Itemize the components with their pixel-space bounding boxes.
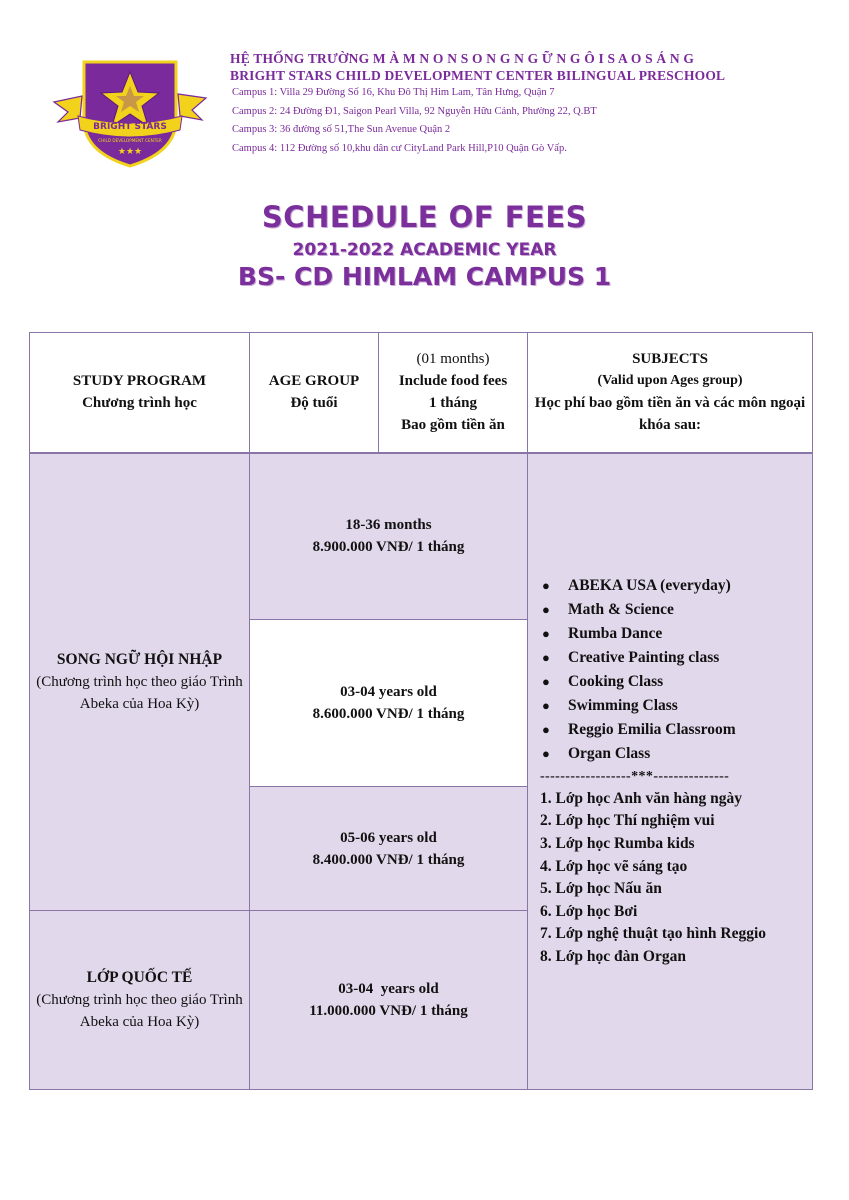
logo-text: BRIGHT STARS bbox=[93, 122, 167, 132]
list-item: ● ABEKA USA (everyday) bbox=[542, 576, 731, 594]
list-item: ● Math & Science bbox=[542, 600, 674, 618]
separator: ------------------***--------------- bbox=[540, 768, 730, 784]
list-item: 1. Lớp học Anh văn hàng ngày bbox=[540, 789, 742, 807]
table-header-row bbox=[30, 333, 813, 453]
list-item: 4. Lớp học vẽ sáng tạo bbox=[540, 857, 688, 875]
list-item: ● Rumba Dance bbox=[542, 624, 663, 642]
table-row bbox=[30, 453, 813, 620]
list-item: ● Creative Painting class bbox=[542, 648, 720, 666]
fee-cell: 18-36 months 8.900.000 VNĐ/ 1 tháng bbox=[250, 453, 528, 620]
fee-cell: 03-04 years old 11.000.000 VNĐ/ 1 tháng bbox=[250, 911, 528, 1090]
list-item: 3. Lớp học Rumba kids bbox=[540, 835, 695, 853]
subjects-cell bbox=[528, 453, 813, 1090]
campus-address: Campus 4: 112 Đường số 10,khu dân cư CityLand Park Hill,P10 Quận Gò Vấp. bbox=[232, 142, 567, 154]
program-cell-international: LỚP QUỐC TẾ (Chương trình học theo giáo Trình Abeka của Hoa Kỳ) bbox=[30, 911, 250, 1090]
school-header bbox=[230, 50, 830, 158]
program-cell-bilingual: SONG NGỮ HỘI NHẬP (Chương trình học theo giáo Trình Abeka của Hoa Kỳ) bbox=[30, 453, 250, 911]
header-age-group: AGE GROUP Độ tuổi bbox=[250, 333, 379, 453]
list-item: ● Swimming Class bbox=[542, 696, 678, 714]
list-item: ● Cooking Class bbox=[542, 672, 664, 690]
academic-year: 2021-2022 ACADEMIC YEAR bbox=[292, 240, 557, 260]
fee-cell: 05-06 years old 8.400.000 VNĐ/ 1 tháng bbox=[250, 787, 528, 911]
fee-table bbox=[29, 332, 813, 1090]
header-subjects: SUBJECTS (Valid upon Ages group) Học phí bao gồm tiền ăn và các môn ngoại khóa sau: bbox=[528, 333, 813, 453]
header-monthly-fee: (01 months) Include food fees 1 tháng Bao gồm tiền ăn bbox=[379, 333, 528, 453]
fee-cell: 03-04 years old 8.600.000 VNĐ/ 1 tháng bbox=[250, 620, 528, 787]
list-item: 8. Lớp học đàn Organ bbox=[540, 948, 686, 966]
list-item: 2. Lớp học Thí nghiệm vui bbox=[540, 812, 715, 830]
campus-address: Campus 3: 36 đường số 51,The Sun Avenue Quận 2 bbox=[232, 124, 451, 135]
school-logo bbox=[52, 56, 208, 168]
campus-title: BS- CD HIMLAM CAMPUS 1 bbox=[237, 262, 612, 291]
list-item: ● Reggio Emilia Classroom bbox=[542, 720, 736, 738]
list-item: 7. Lớp nghệ thuật tạo hình Reggio bbox=[540, 925, 767, 943]
header-study-program: STUDY PROGRAM Chương trình học bbox=[30, 333, 250, 453]
list-item: 5. Lớp học Nấu ăn bbox=[540, 880, 662, 898]
campus-address: Campus 1: Villa 29 Đường Số 16, Khu Đô Thị Him Lam, Tân Hưng, Quận 7 bbox=[232, 87, 555, 98]
page-title: SCHEDULE OF FEES bbox=[261, 200, 588, 234]
school-name-en: BRIGHT STARS CHILD DEVELOPMENT CENTER BILINGUAL PRESCHOOL bbox=[230, 68, 726, 83]
campus-address: Campus 2: 24 Đường Đ1, Saigon Pearl Villa, 92 Nguyễn Hữu Cảnh, Phường 22, Q.BT bbox=[232, 105, 597, 117]
subjects-en-list bbox=[540, 574, 804, 766]
logo-subtext: CHILD DEVELOPMENT CENTER bbox=[98, 138, 162, 143]
svg-text:★★★: ★★★ bbox=[117, 147, 143, 157]
subjects-vn-list bbox=[540, 788, 804, 969]
school-name-vn: HỆ THỐNG TRƯỜNG M À M N O N S O N G N G Ữ N G Ô I S A O S Á N G bbox=[230, 51, 695, 66]
list-item: ● Organ Class bbox=[542, 744, 651, 762]
list-item: 6. Lớp học Bơi bbox=[540, 902, 638, 920]
